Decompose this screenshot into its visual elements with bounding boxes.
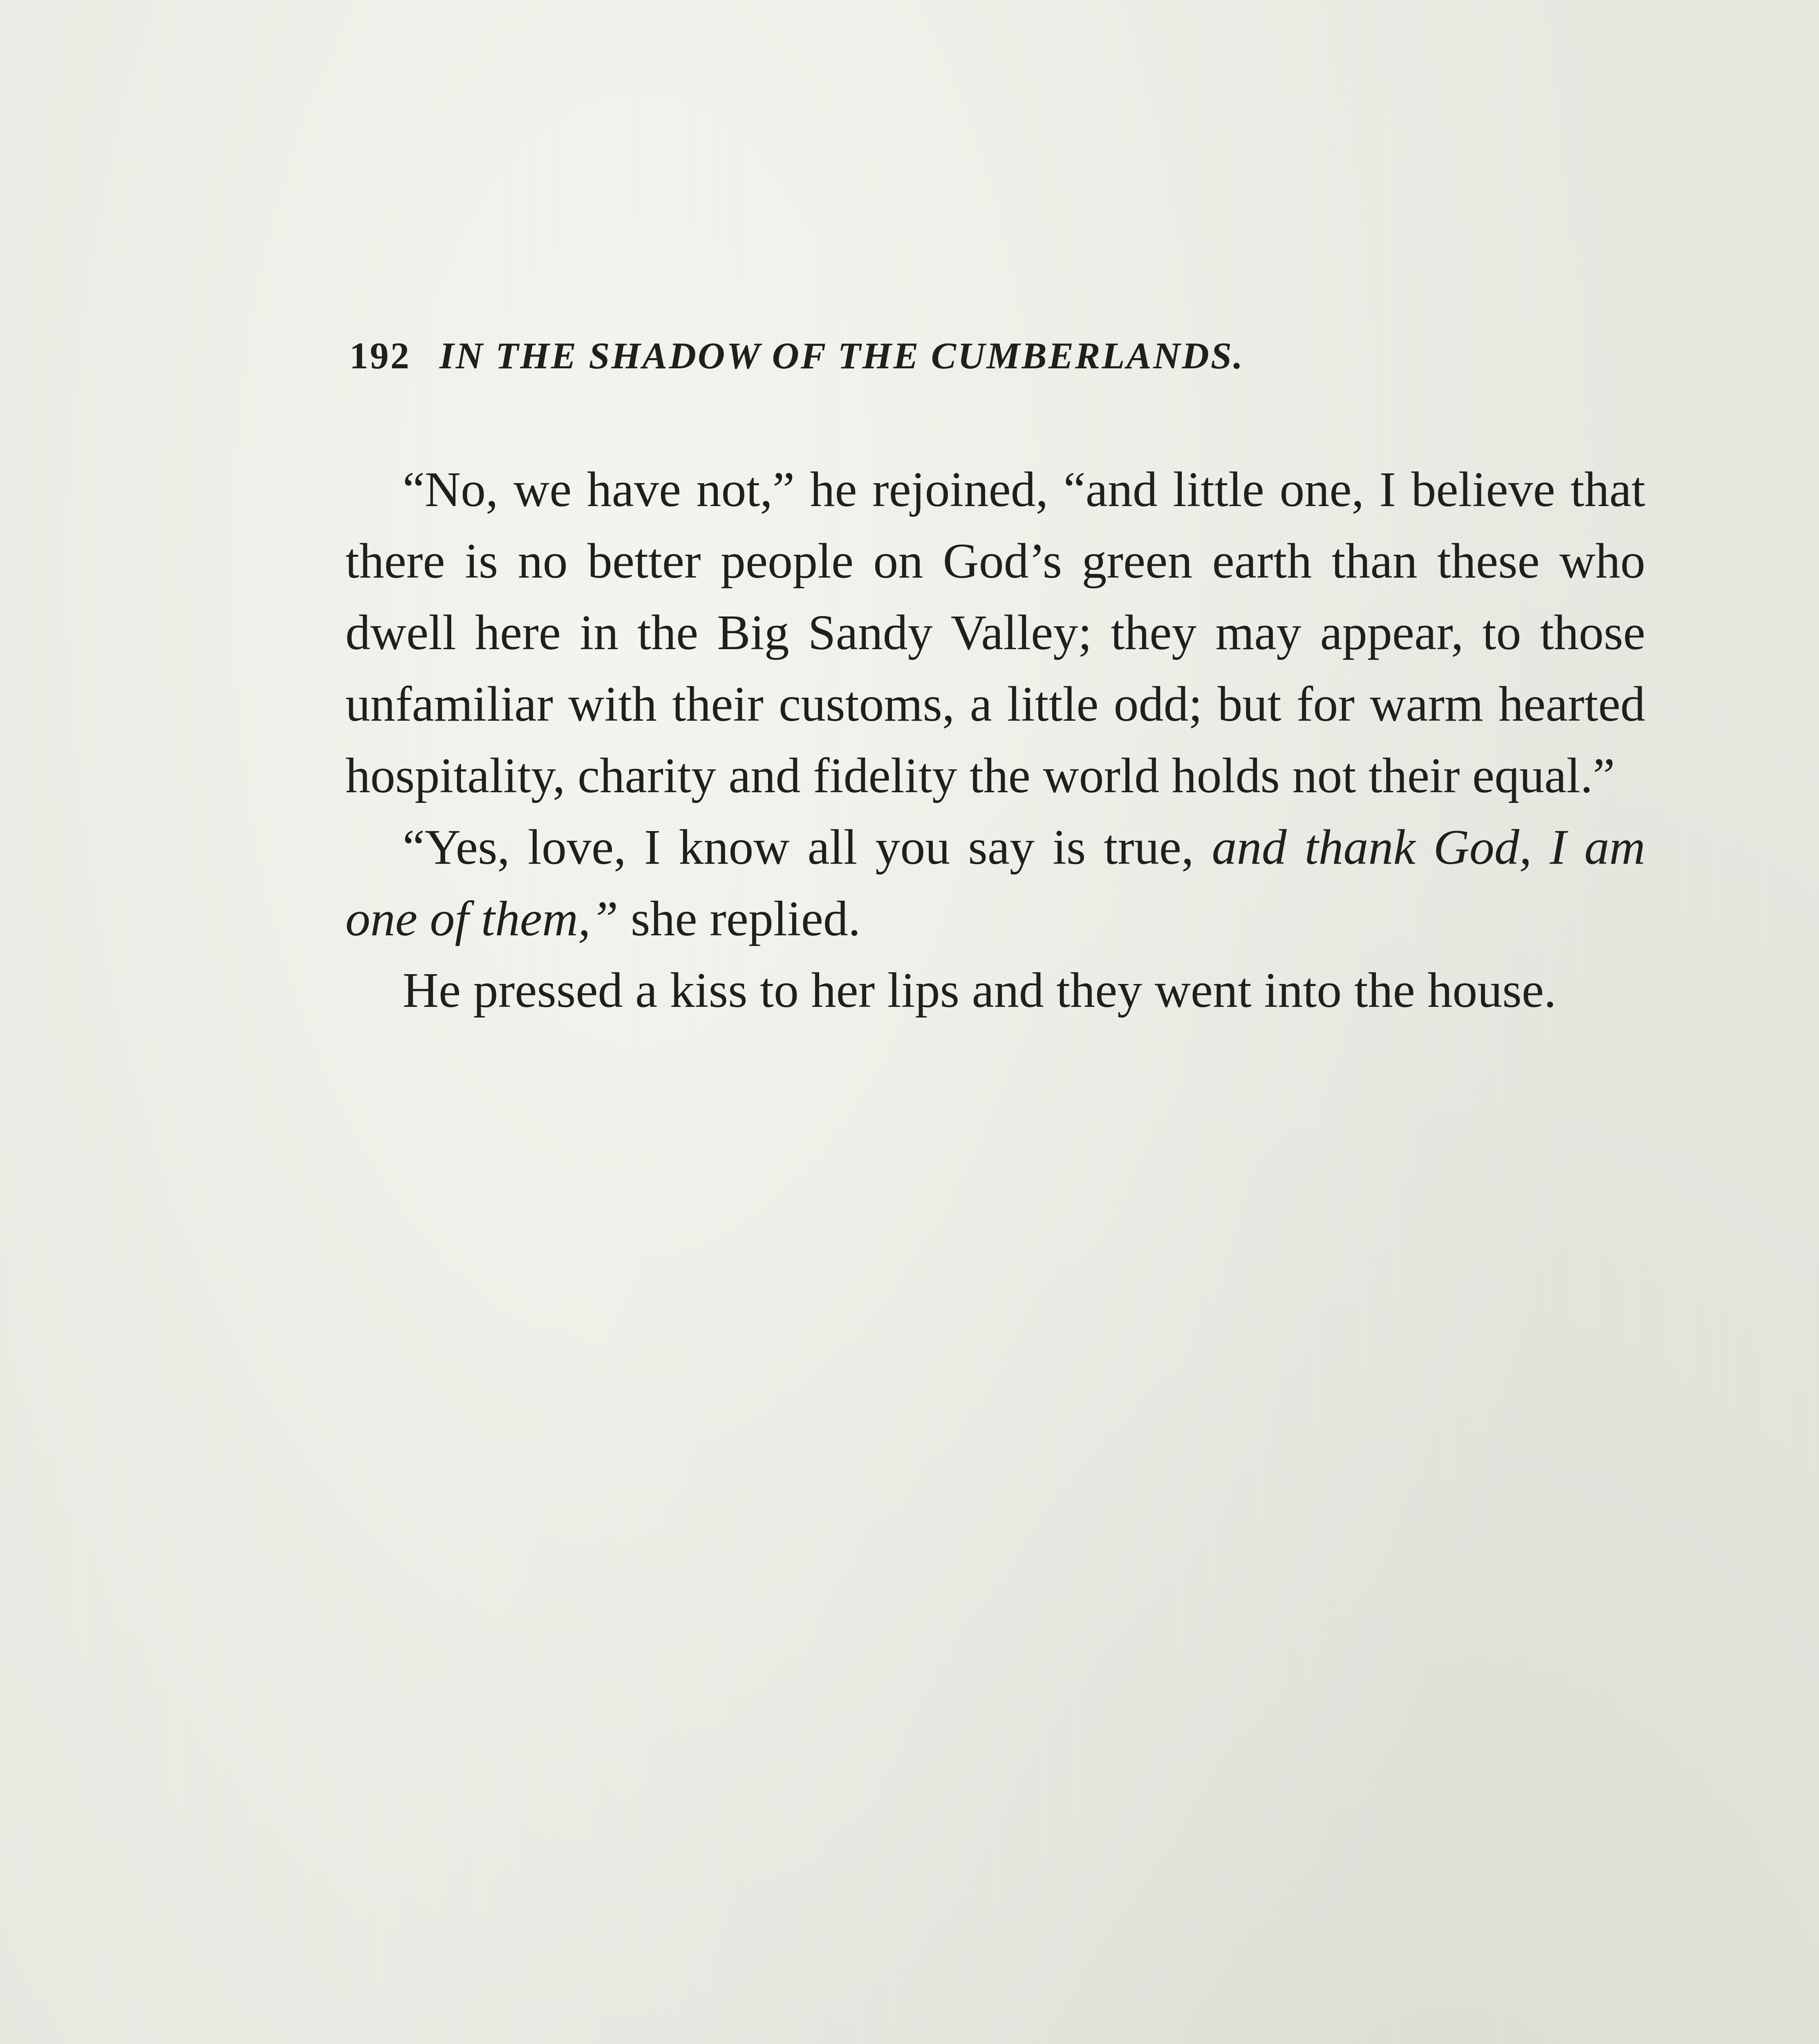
- paragraph-3: He pressed a kiss to her lips and they went into the house.: [403, 963, 1557, 1018]
- paragraph-2-text-before: “Yes, love, I know all you say is true,: [403, 820, 1212, 875]
- paragraph-2-italic-text: and thank God, I am one of them,”: [345, 820, 1645, 946]
- body-text: [345, 454, 1645, 1026]
- running-head: [349, 331, 1658, 380]
- paragraph-1: “No, we have not,” he rejoined, “and little one, I believe that there is no better people on God’s green earth than these who dwell here in the Big Sandy Valley; they may appear, to those unfamiliar with their customs, a little odd; but for warm hearted hospitality, charity and fidelity the world holds not their equal.”: [345, 462, 1645, 803]
- page-number: 192: [349, 335, 411, 377]
- running-title: IN THE SHADOW OF THE CUMBERLANDS.: [439, 335, 1245, 377]
- paragraph-2: [345, 811, 1645, 955]
- paragraph-2-text-after: she replied.: [618, 891, 861, 946]
